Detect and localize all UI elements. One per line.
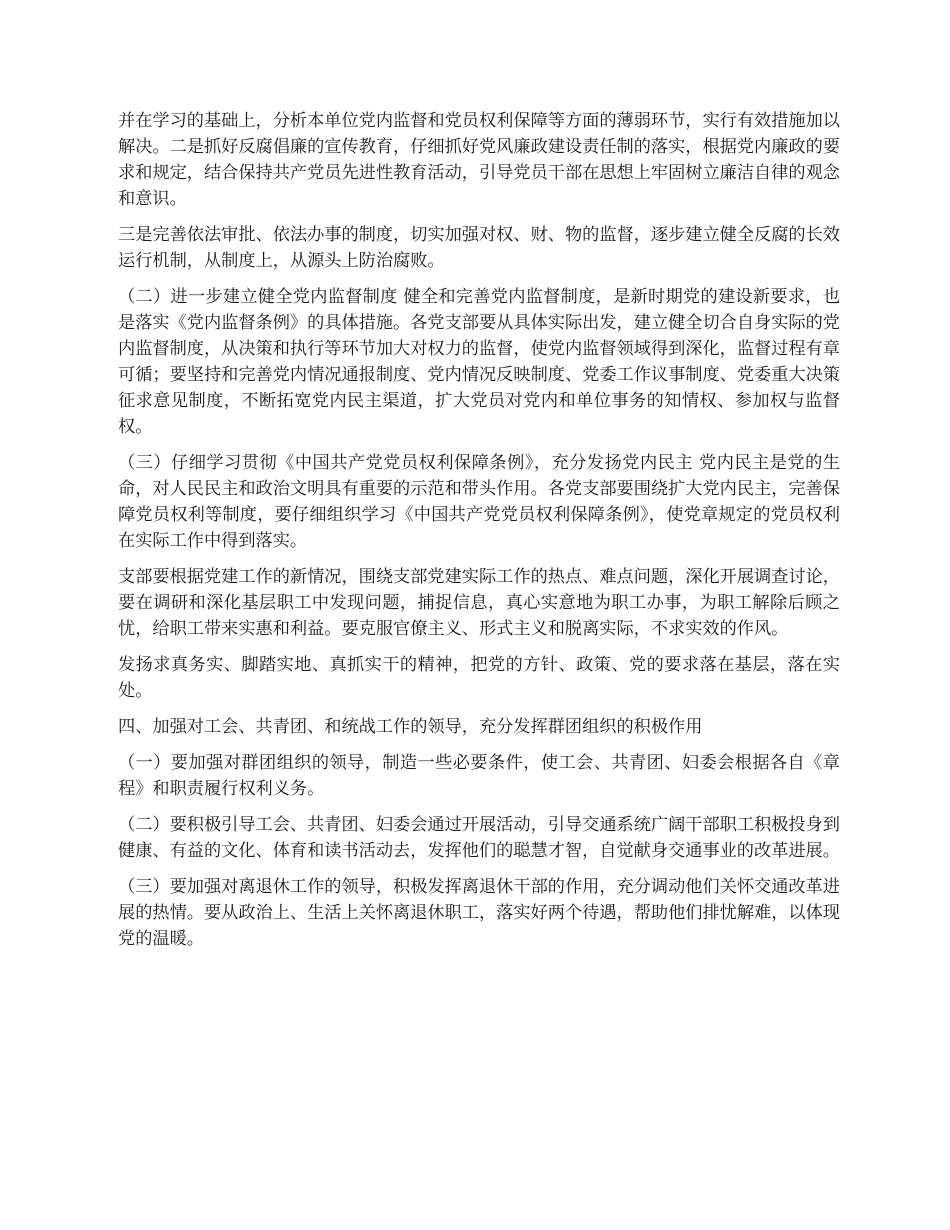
paragraph-2: 三是完善依法审批、依法办事的制度，切实加强对权、财、物的监督，逐步建立健全反腐的长效运行机制，从制度上，从源头上防治腐败。 — [118, 225, 840, 271]
paragraph-3: （二）进一步建立健全党内监督制度 健全和完善党内监督制度，是新时期党的建设新要求，也是落实《党内监督条例》的具体措施。各党支部要从具体实际出发，建立健全切合自身实际的党内监督制度，从决策和执行等环节加大对权力的监督，使党内监督领域得到深化，监督过程有章可循；要坚持和完善党内情况通报制度、党内情况反映制度、党委工作议事制度、党委重大决策征求意见制度，不断拓宽党内民主渠道，扩大党员对党内和单位事务的知情权、参加权与监督权。 — [118, 287, 840, 437]
paragraph-6: 发扬求真务实、脚踏实地、真抓实干的精神，把党的方针、政策、党的要求落在基层，落在实处。 — [118, 655, 840, 701]
paragraph-8: （一）要加强对群团组织的领导，制造一些必要条件，使工会、共青团、妇委会根据各自《章程》和职责履行权利义务。 — [118, 753, 840, 799]
paragraph-5: 支部要根据党建工作的新情况，围绕支部党建实际工作的热点、难点问题，深化开展调查讨论，要在调研和深化基层职工中发现问题，捕捉信息，真心实意地为职工办事，为职工解除后顾之忧，给职工带来实惠和利益。要克服官僚主义、形式主义和脱离实际，不求实效的作风。 — [118, 567, 840, 639]
paragraph-1: 并在学习的基础上，分析本单位党内监督和党员权利保障等方面的薄弱环节，实行有效措施加以解决。二是抓好反腐倡廉的宣传教育，仔细抓好党风廉政建设责任制的落实，根据党内廉政的要求和规定，结合保持共产党员先进性教育活动，引导党员干部在思想上牢固树立廉洁自律的观念和意识。 — [118, 111, 840, 209]
paragraph-10: （三）要加强对离退休工作的领导，积极发挥离退休干部的作用，充分调动他们关怀交通改革进展的热情。要从政治上、生活上关怀离退休职工，落实好两个待遇，帮助他们排忧解难，以体现党的温暖。 — [118, 877, 840, 949]
paragraph-9: （二）要积极引导工会、共青团、妇委会通过开展活动，引导交通系统广阔干部职工积极投身到健康、有益的文化、体育和读书活动去，发挥他们的聪慧才智，自觉献身交通事业的改革进展。 — [118, 815, 840, 861]
document-body — [118, 108, 840, 962]
section-heading: 四、加强对工会、共青团、和统战工作的领导，充分发挥群团组织的积极作用 — [118, 717, 703, 737]
paragraph-4: （三）仔细学习贯彻《中国共产党党员权利保障条例》，充分发扬党内民主 党内民主是党的生命，对人民民主和政治文明具有重要的示范和带头作用。各党支部要围绕扩大党内民主，完善保障党员权利等制度，要仔细组织学习《中国共产党党员权利保障条例》，使党章规定的党员权利在实际工作中得到落实。 — [118, 453, 840, 551]
